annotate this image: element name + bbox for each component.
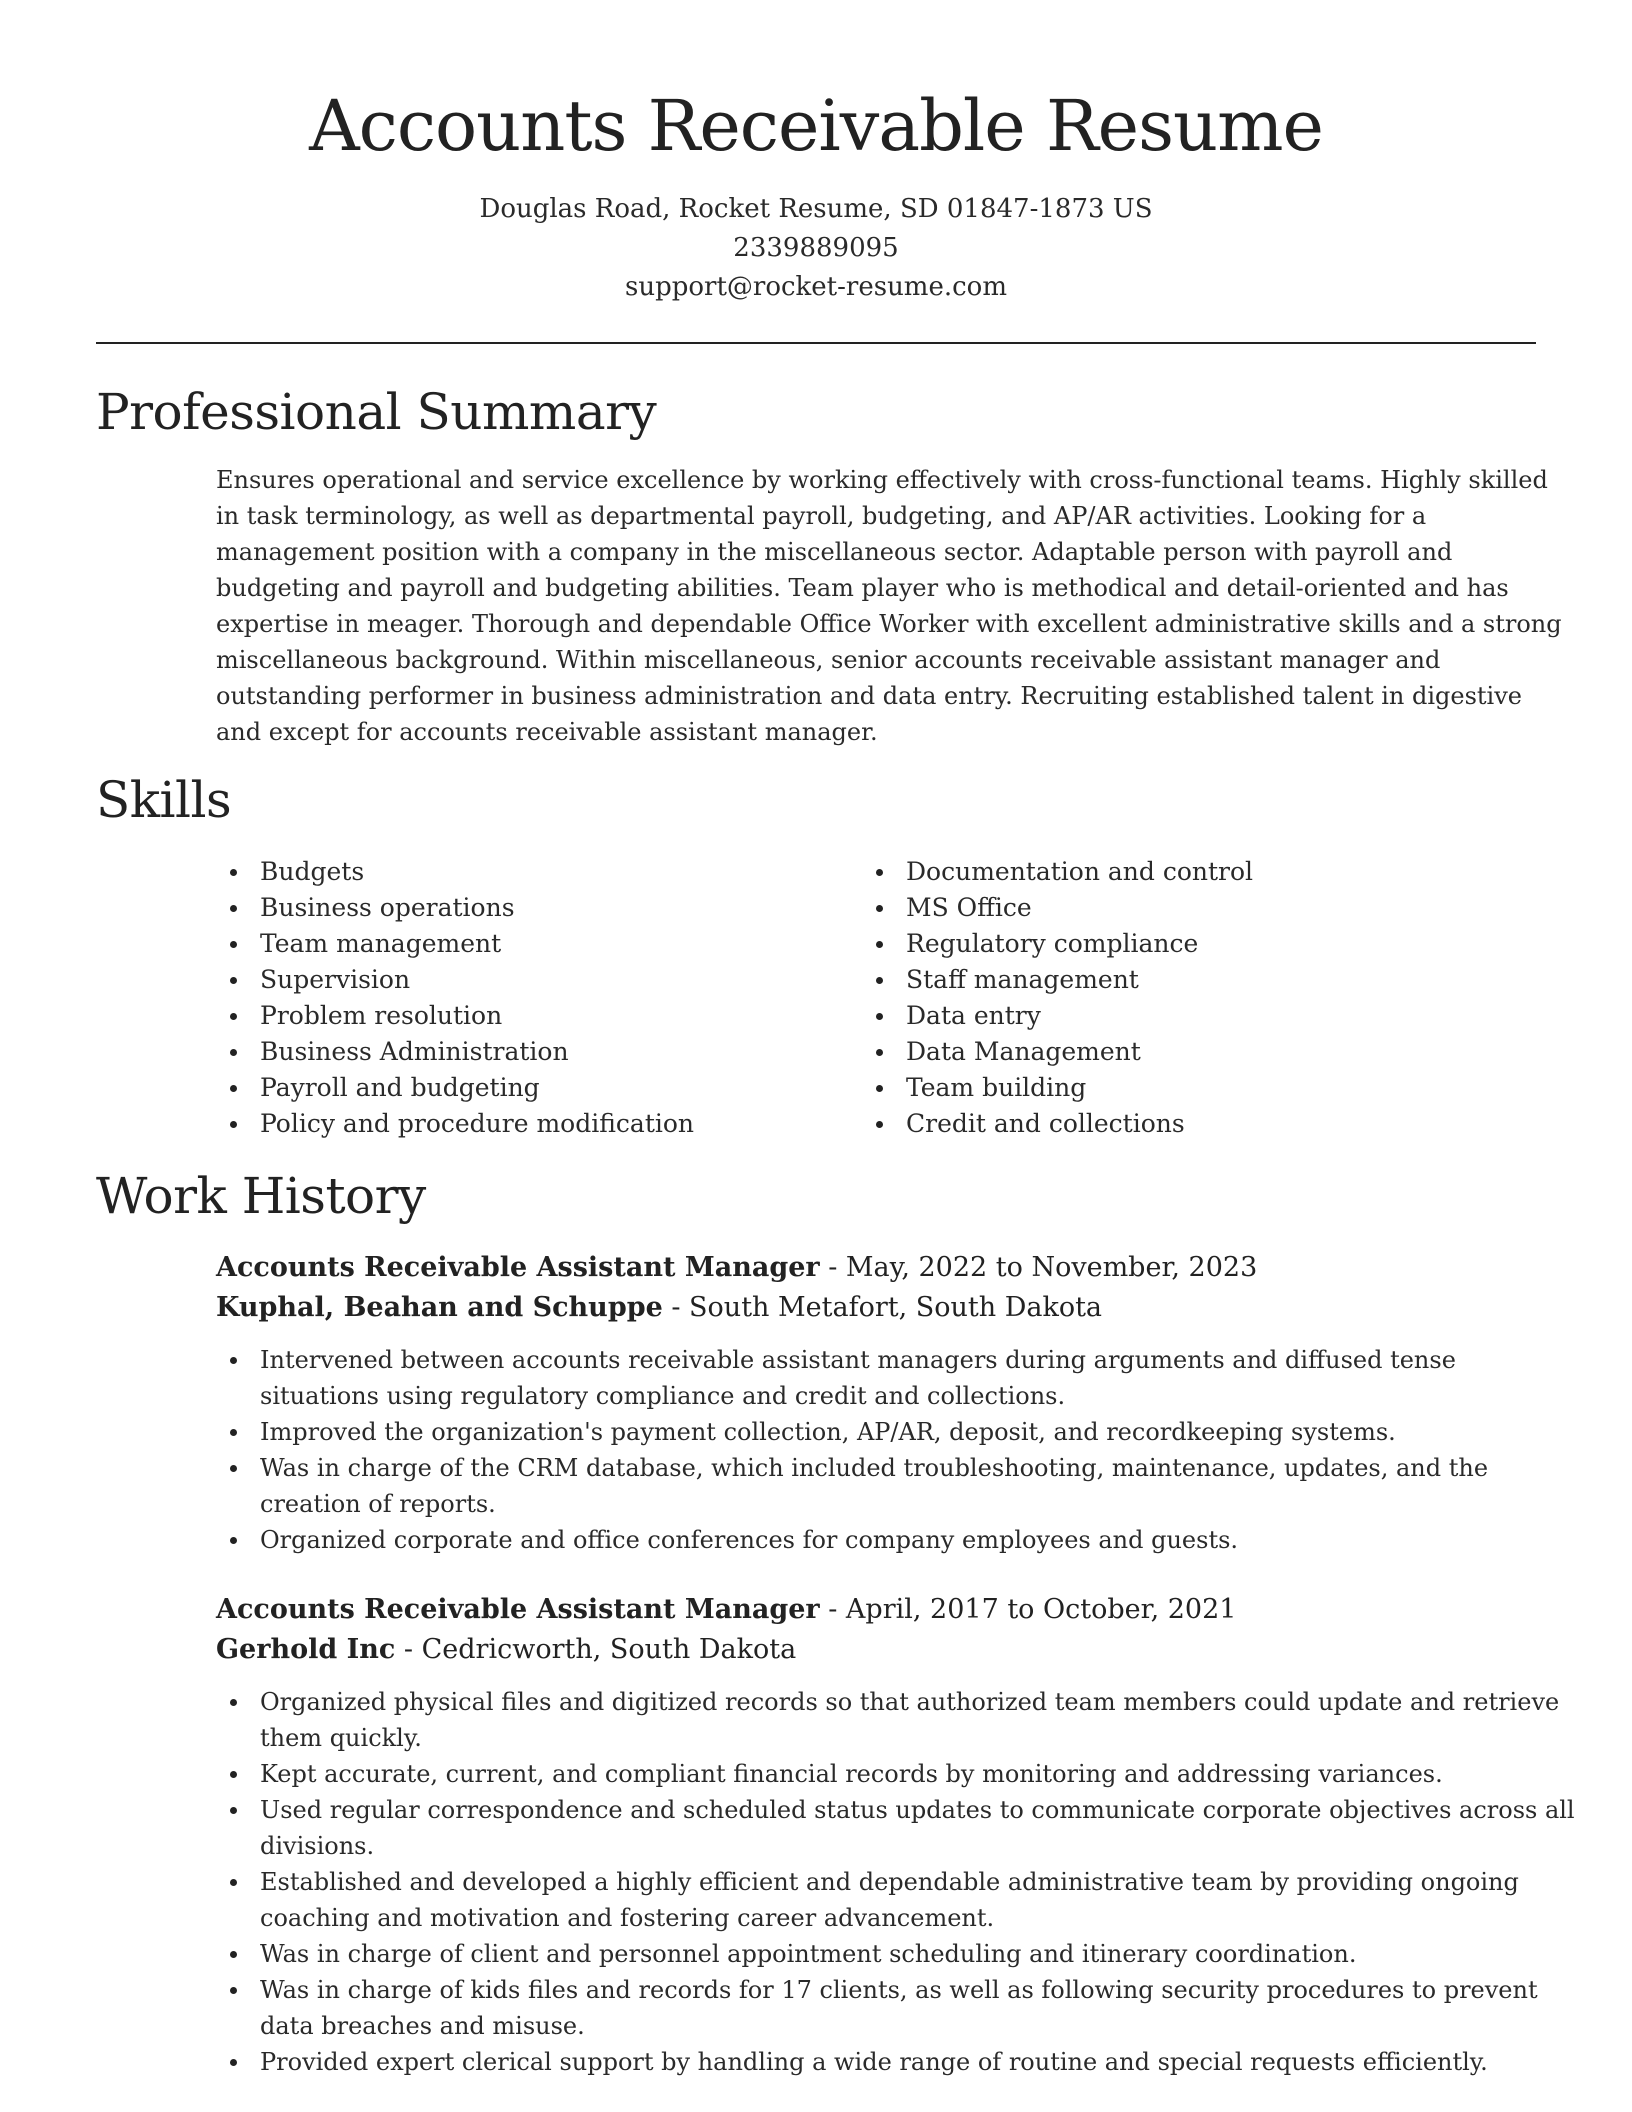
skill-item: Policy and procedure modification <box>216 1106 694 1142</box>
skill-item: Regulatory compliance <box>862 926 1253 962</box>
job-bullet <box>216 1972 1546 2044</box>
bullet-line: situations using regulatory compliance and credit and collections. <box>260 1382 1066 1410</box>
summary-line: management position with a company in the miscellaneous sector. Adaptable person with payroll and <box>216 538 1453 566</box>
skill-item: MS Office <box>862 890 1253 926</box>
skill-item: Supervision <box>216 962 694 998</box>
skill-item: Team building <box>862 1070 1253 1106</box>
skill-item: Problem resolution <box>216 998 694 1034</box>
skill-item: Business Administration <box>216 1034 694 1070</box>
summary-line: expertise in meager. Thorough and dependable Office Worker with excellent administrative skills and a strong <box>216 610 1562 638</box>
section-heading-skills: Skills <box>96 771 232 829</box>
job-company-line <box>216 1630 796 1670</box>
bullet-line: data breaches and misuse. <box>260 2012 585 2040</box>
skill-item: Data Management <box>862 1034 1253 1070</box>
bullet-line: Organized physical files and digitized records so that authorized team members could update and retrieve <box>260 1688 1560 1716</box>
job-bullet <box>216 1684 1560 1756</box>
job-location: - Cedricworth, South Dakota <box>395 1634 797 1665</box>
job-bullets <box>216 1342 1546 1558</box>
summary-line: and except for accounts receivable assistant manager. <box>216 718 878 746</box>
job-bullet <box>216 1450 1546 1522</box>
job-company-line <box>216 1288 1102 1328</box>
job-dates: - May, 2022 to November, 2023 <box>819 1252 1258 1283</box>
skill-item: Budgets <box>216 854 694 890</box>
skill-item: Documentation and control <box>862 854 1253 890</box>
contact-phone: 2339889095 <box>733 233 899 263</box>
bullet-line: Provided expert clerical support by handling a wide range of routine and special requests efficiently. <box>260 2048 1488 2076</box>
job-bullet <box>216 2044 1546 2080</box>
bullet-line: Was in charge of the CRM database, which included troubleshooting, maintenance, updates, and the <box>260 1454 1489 1482</box>
skills-list-left <box>216 854 694 1142</box>
skills-list-right <box>862 854 1253 1142</box>
section-heading-work: Work History <box>96 1167 426 1225</box>
bullet-line: them quickly. <box>260 1724 422 1752</box>
skill-item: Team management <box>216 926 694 962</box>
summary-line: budgeting and payroll and budgeting abilities. Team player who is methodical and detail-oriented and has <box>216 574 1509 602</box>
job-dates: - April, 2017 to October, 2021 <box>819 1594 1237 1625</box>
summary-paragraph <box>216 462 1562 750</box>
skill-item: Business operations <box>216 890 694 926</box>
job-bullet <box>216 1342 1546 1414</box>
bullet-line: Kept accurate, current, and compliant financial records by monitoring and addressing variances. <box>260 1760 1443 1788</box>
job-company: Kuphal, Beahan and Schuppe <box>216 1292 663 1323</box>
job-location: - South Metafort, South Dakota <box>662 1292 1103 1323</box>
job-bullet <box>216 1792 1575 1864</box>
job-bullet <box>216 1414 1546 1450</box>
bullet-line: creation of reports. <box>260 1490 496 1518</box>
skill-item: Data entry <box>862 998 1253 1034</box>
job-title: Accounts Receivable Assistant Manager <box>216 1594 820 1625</box>
bullet-line: Intervened between accounts receivable assistant managers during arguments and diffused tense <box>260 1346 1456 1374</box>
summary-line: miscellaneous background. Within miscellaneous, senior accounts receivable assistant manager and <box>216 646 1441 674</box>
section-heading-summary: Professional Summary <box>96 383 657 441</box>
bullet-line: Improved the organization's payment collection, AP/AR, deposit, and recordkeeping systems. <box>260 1418 1396 1446</box>
skill-item: Staff management <box>862 962 1253 998</box>
resume-title: Accounts Receivable Resume <box>309 85 1323 167</box>
job-title-line <box>216 1590 1236 1630</box>
bullet-line: Was in charge of kids files and records for 17 clients, as well as following security procedures to prevent <box>260 1976 1538 2004</box>
summary-line: outstanding performer in business administration and data entry. Recruiting established talent in digestive <box>216 682 1522 710</box>
bullet-line: Used regular correspondence and scheduled status updates to communicate corporate objectives across all <box>260 1796 1575 1824</box>
job-bullets <box>216 1684 1575 2080</box>
skill-item: Payroll and budgeting <box>216 1070 694 1106</box>
contact-email: support@rocket-resume.com <box>624 272 1007 302</box>
summary-line: Ensures operational and service excellence by working effectively with cross-functional teams. Highly skilled <box>216 466 1548 494</box>
contact-address: Douglas Road, Rocket Resume, SD 01847-1873 US <box>479 194 1153 224</box>
job-bullet <box>216 1936 1546 1972</box>
job-bullet <box>216 1522 1546 1558</box>
job-bullet <box>216 1756 1546 1792</box>
job-company: Gerhold Inc <box>216 1634 396 1665</box>
skill-item: Credit and collections <box>862 1106 1253 1142</box>
job-bullet <box>216 1864 1546 1936</box>
bullet-line: divisions. <box>260 1832 375 1860</box>
job-title: Accounts Receivable Assistant Manager <box>216 1252 820 1283</box>
contact-block <box>0 190 1632 307</box>
header-divider <box>96 342 1536 344</box>
job-title-line <box>216 1248 1257 1288</box>
bullet-line: Established and developed a highly efficient and dependable administrative team by providing ongoing <box>260 1868 1519 1896</box>
bullet-line: Organized corporate and office conferences for company employees and guests. <box>260 1526 1239 1554</box>
bullet-line: coaching and motivation and fostering career advancement. <box>260 1904 995 1932</box>
bullet-line: Was in charge of client and personnel appointment scheduling and itinerary coordination. <box>260 1940 1357 1968</box>
summary-line: in task terminology, as well as departmental payroll, budgeting, and AP/AR activities. Looking for a <box>216 502 1427 530</box>
